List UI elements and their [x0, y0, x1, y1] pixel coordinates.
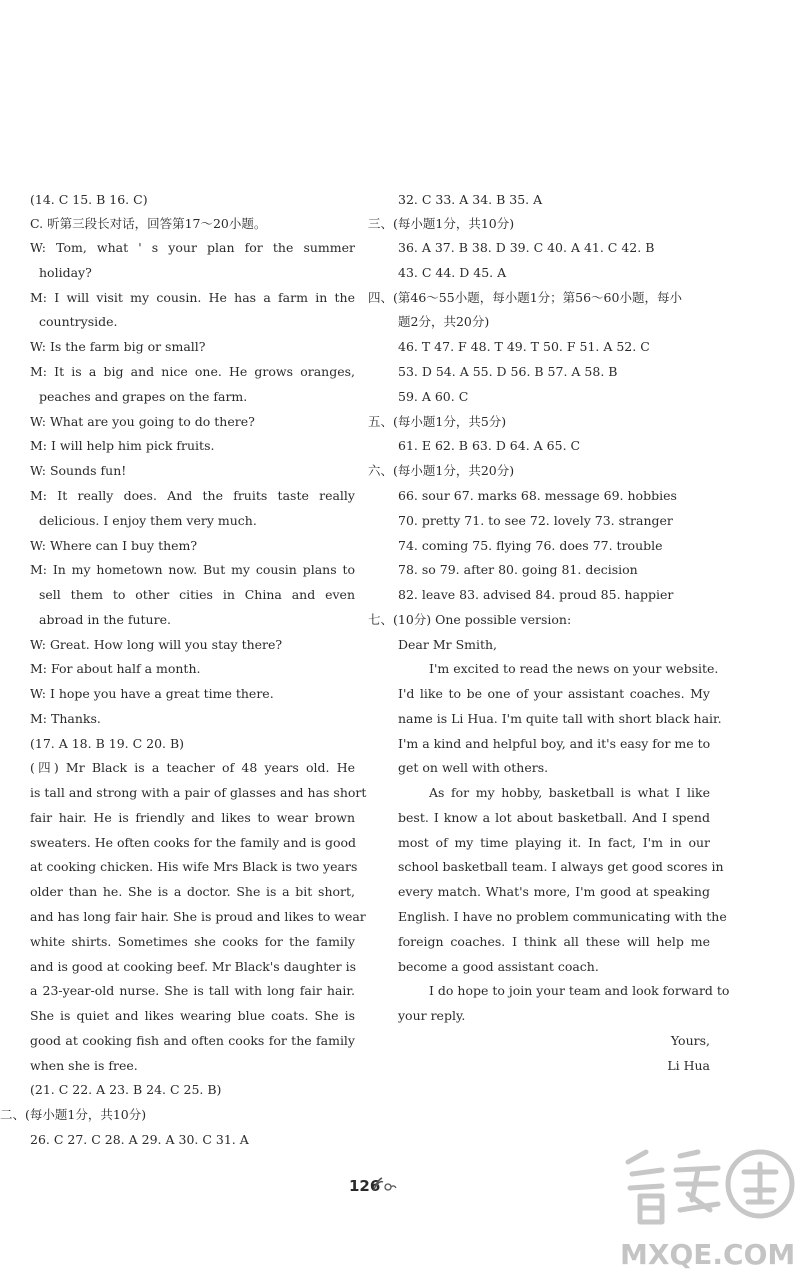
left_column-line: (四) Mr Black is a teacher of 48 years old. He: [30, 760, 355, 775]
right_column-line: every match. What's more, I'm good at speaking: [398, 884, 710, 899]
left_column-line: white shirts. Sometimes she cooks for the family: [30, 934, 355, 949]
right_column-line: school basketball team. I always get good scores in: [398, 859, 724, 874]
page-number: 126: [349, 1177, 381, 1195]
left_column-line: sell them to other cities in China and even: [39, 587, 355, 602]
right_column-line: 82. leave 83. advised 84. proud 85. happier: [398, 587, 674, 602]
left_column-line: sweaters. He often cooks for the family and is good: [30, 835, 357, 850]
right_column-line: 五、(每小题1分，共5分): [368, 414, 507, 429]
left_column-line: W: Where can I buy them?: [30, 538, 198, 553]
left_column-line: fair hair. He is friendly and likes to wear brown: [30, 810, 355, 825]
right_column-line: English. I have no problem communicating with the: [398, 909, 727, 924]
right_column-line: Yours,: [670, 1033, 710, 1048]
right_column-line: I do hope to join your team and look forward to: [429, 983, 730, 998]
left_column-line: M: For about half a month.: [30, 661, 201, 676]
left_column-line: W: Sounds fun!: [30, 463, 127, 478]
left_column-line: W: Great. How long will you stay there?: [30, 637, 283, 652]
left_column-line: delicious. I enjoy them very much.: [39, 513, 257, 528]
sprout-swirl-icon: [372, 1176, 398, 1192]
right_column-line: get on well with others.: [398, 760, 549, 775]
left_column-line: She is quiet and likes wearing blue coats. She is: [30, 1008, 355, 1023]
left_column-line: M: In my hometown now. But my cousin plans to: [30, 562, 355, 577]
left_column-line: peaches and grapes on the farm.: [39, 389, 248, 404]
left_column-line: W: Is the farm big or small?: [30, 339, 206, 354]
right_column-line: 46. T 47. F 48. T 49. T 50. F 51. A 52. C: [398, 339, 650, 354]
left_column-line: is tall and strong with a pair of glasses and has short: [30, 785, 367, 800]
watermark-site-text: MXQE.COM: [620, 1238, 796, 1271]
left_column-line: good at cooking fish and often cooks for the family: [30, 1033, 355, 1048]
left_column-line: M: I will help him pick fruits.: [30, 438, 215, 453]
left_column-line: a 23-year-old nurse. She is tall with long fair hair.: [30, 983, 355, 998]
right_column-line: best. I know a lot about basketball. And I spend: [398, 810, 710, 825]
right_column-line: 七、(10分) One possible version:: [368, 612, 572, 627]
right_column-line: I'm a kind and helpful boy, and it's easy for me to: [398, 736, 711, 751]
watermark-logo: [618, 1140, 798, 1272]
left_column-line: (21. C 22. A 23. B 24. C 25. B): [30, 1082, 222, 1097]
left_column-line: W: Tom, what ' s your plan for the summer: [30, 240, 355, 255]
right_column-line: 三、(每小题1分，共10分): [368, 216, 515, 231]
left_column-line: M: I will visit my cousin. He has a farm in the: [30, 290, 355, 305]
left_column-line: countryside.: [39, 314, 118, 329]
left_column-line: C. 听第三段长对话，回答第17～20小题。: [30, 216, 267, 231]
left_column-line: holiday?: [39, 265, 92, 280]
right_column-line: As for my hobby, basketball is what I like: [429, 785, 710, 800]
left_column-line: abroad in the future.: [39, 612, 171, 627]
right_column-line: most of my time playing it. In fact, I'm in our: [398, 835, 710, 850]
right_column-line: become a good assistant coach.: [398, 959, 599, 974]
right_column-line: your reply.: [398, 1008, 466, 1023]
right_column-line: 题2分，共20分): [398, 314, 490, 329]
left_column-line: when she is free.: [30, 1058, 138, 1073]
left_column-line: W: I hope you have a great time there.: [30, 686, 274, 701]
left_column-line: 26. C 27. C 28. A 29. A 30. C 31. A: [30, 1132, 249, 1147]
right_column-line: 66. sour 67. marks 68. message 69. hobbies: [398, 488, 677, 503]
left_column-line: (14. C 15. B 16. C): [30, 192, 148, 207]
right_column-line: 74. coming 75. flying 76. does 77. trouble: [398, 538, 663, 553]
left_column-line: M: It really does. And the fruits taste really: [30, 488, 355, 503]
right_column-line: name is Li Hua. I'm quite tall with short black hair.: [398, 711, 722, 726]
left_column-line: and is good at cooking beef. Mr Black's daughter is: [30, 959, 357, 974]
right_column-line: 四、(第46～55小题，每小题1分；第56～60小题，每小: [368, 290, 682, 305]
right_column-line: I'm excited to read the news on your website.: [429, 661, 719, 676]
left_column-line: older than he. She is a doctor. She is a bit short,: [30, 884, 355, 899]
right_column-line: 32. C 33. A 34. B 35. A: [398, 192, 543, 207]
right_column-line: 70. pretty 71. to see 72. lovely 73. stranger: [398, 513, 673, 528]
right_column-line: 六、(每小题1分，共20分): [368, 463, 515, 478]
right_column-line: I'd like to be one of your assistant coaches. My: [398, 686, 710, 701]
left_column-line: (17. A 18. B 19. C 20. B): [30, 736, 185, 751]
left_column-line: at cooking chicken. His wife Mrs Black is two years: [30, 859, 358, 874]
right_column-line: 61. E 62. B 63. D 64. A 65. C: [398, 438, 581, 453]
right_column-line: 36. A 37. B 38. D 39. C 40. A 41. C 42. B: [398, 240, 655, 255]
right_column-line: 78. so 79. after 80. going 81. decision: [398, 562, 638, 577]
left_column-line: M: It is a big and nice one. He grows oranges,: [30, 364, 355, 379]
right_column-line: Dear Mr Smith,: [398, 637, 498, 652]
right_column-line: foreign coaches. I think all these will help me: [398, 934, 710, 949]
right_column-line: 53. D 54. A 55. D 56. B 57. A 58. B: [398, 364, 618, 379]
right_column-line: 43. C 44. D 45. A: [398, 265, 507, 280]
left_column-line: 二、(每小题1分，共10分): [0, 1107, 147, 1122]
left_column-line: W: What are you going to do there?: [30, 414, 255, 429]
left_column-line: and has long fair hair. She is proud and likes to wear: [30, 909, 366, 924]
left_column-line: M: Thanks.: [30, 711, 101, 726]
right_column-line: Li Hua: [667, 1058, 710, 1073]
right_column-line: 59. A 60. C: [398, 389, 469, 404]
